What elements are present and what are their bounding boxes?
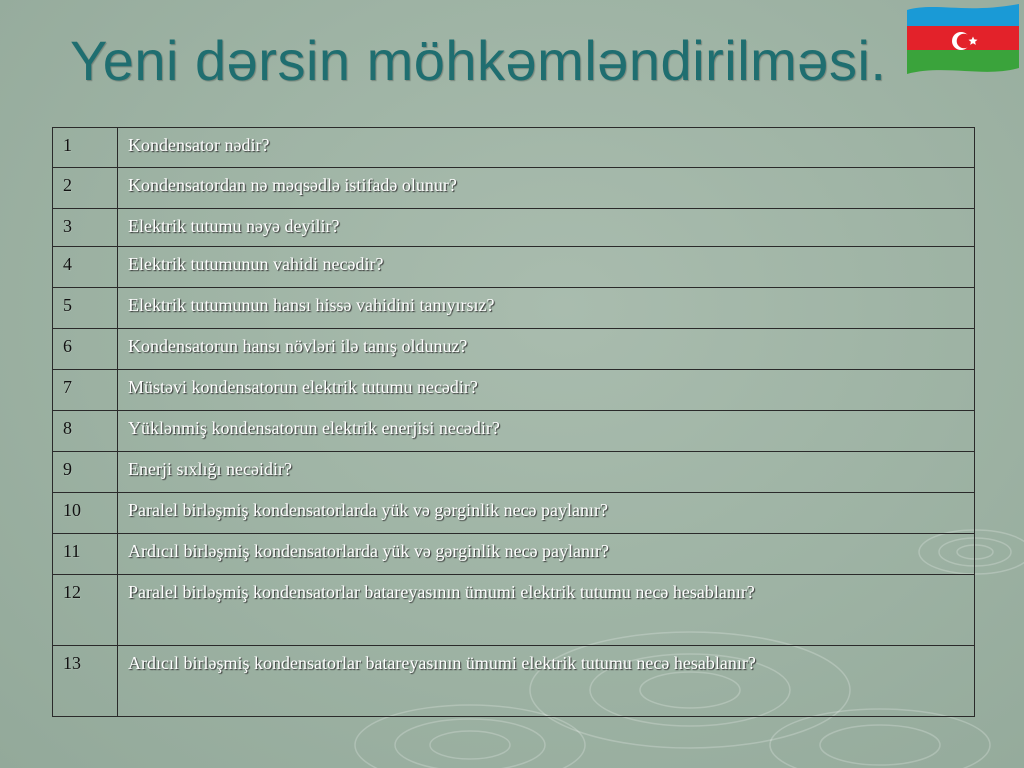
azerbaijan-flag-icon — [905, 2, 1021, 80]
table-row — [53, 452, 975, 493]
question-text: Ardıcıl birləşmiş kondensatorlar batareyasının ümumi elektrik tutumu necə hesablanır? — [118, 646, 975, 717]
question-number: 8 — [53, 411, 118, 452]
question-text: Kondensatordan nə məqsədlə istifadə olunur? — [118, 168, 975, 209]
table-row — [53, 209, 975, 247]
table-row — [53, 329, 975, 370]
question-number: 1 — [53, 128, 118, 168]
table-row — [53, 168, 975, 209]
question-number: 6 — [53, 329, 118, 370]
question-number: 9 — [53, 452, 118, 493]
question-text: Elektrik tutumu nəyə deyilir? — [118, 209, 975, 247]
question-number: 7 — [53, 370, 118, 411]
table-row — [53, 128, 975, 168]
question-text: Paralel birləşmiş kondensatorlar batareyasının ümumi elektrik tutumu necə hesablanır? — [118, 575, 975, 646]
question-text: Paralel birləşmiş kondensatorlarda yük və gərginlik necə paylanır? — [118, 493, 975, 534]
question-text: Elektrik tutumunun hansı hissə vahidini tanıyırsız? — [118, 288, 975, 329]
question-text: Kondensatorun hansı növləri ilə tanış oldunuz? — [118, 329, 975, 370]
question-number: 10 — [53, 493, 118, 534]
page-title: Yeni dərsin möhkəmləndirilməsi. — [70, 29, 887, 92]
question-text: Müstəvi kondensatorun elektrik tutumu necədir? — [118, 370, 975, 411]
question-text: Kondensator nədir? — [118, 128, 975, 168]
question-text: Ardıcıl birləşmiş kondensatorlarda yük və gərginlik necə paylanır? — [118, 534, 975, 575]
table-row — [53, 575, 975, 646]
table-row — [53, 411, 975, 452]
question-number: 4 — [53, 247, 118, 288]
question-number: 2 — [53, 168, 118, 209]
question-number: 3 — [53, 209, 118, 247]
table-row — [53, 247, 975, 288]
question-text: Enerji sıxlığı necəidir? — [118, 452, 975, 493]
table-row — [53, 370, 975, 411]
table-row — [53, 288, 975, 329]
question-number: 13 — [53, 646, 118, 717]
question-text: Yüklənmiş kondensatorun elektrik enerjisi necədir? — [118, 411, 975, 452]
questions-table — [52, 127, 975, 717]
table-row — [53, 493, 975, 534]
question-number: 11 — [53, 534, 118, 575]
table-row — [53, 534, 975, 575]
question-number: 5 — [53, 288, 118, 329]
question-text: Elektrik tutumunun vahidi necədir? — [118, 247, 975, 288]
question-number: 12 — [53, 575, 118, 646]
table-row — [53, 646, 975, 717]
